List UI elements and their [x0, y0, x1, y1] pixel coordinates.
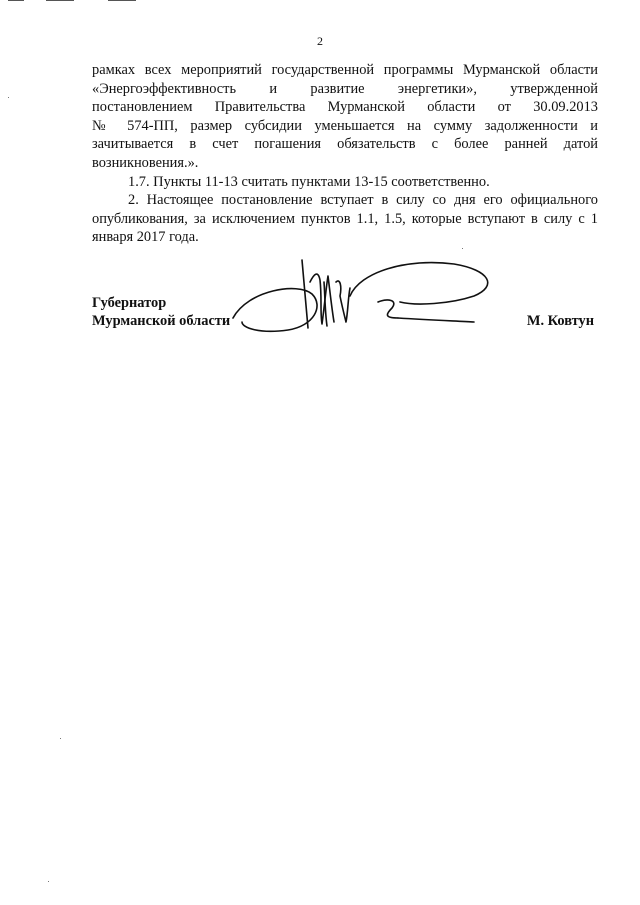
scan-speck [462, 248, 463, 249]
signatory-region: Мурманской области [92, 313, 231, 329]
scan-speck [48, 881, 49, 882]
handwritten-signature [228, 252, 498, 340]
text-line: зачитывается в счет погашения обязательств с более ранней датой [92, 136, 598, 153]
signatory-title: Губернатор [92, 295, 167, 311]
page-number: 2 [317, 34, 323, 48]
signatory-position [92, 294, 230, 330]
point-1-7-paragraph: 1.7. Пункты 11-13 считать пунктами 13-15 соответственно. [128, 173, 490, 190]
signatory-name: М. Ковтун [526, 313, 594, 329]
document-body [92, 61, 598, 247]
continuation-paragraph [92, 61, 598, 173]
scan-speck [8, 97, 9, 98]
text-line: постановлением Правительства Мурманской области от 30.09.2013 [92, 99, 598, 116]
scan-artifact [8, 0, 24, 1]
scan-speck [60, 738, 61, 739]
text-line: «Энергоэффективность и развитие энергетики», утвержденной [92, 80, 598, 97]
text-line: № 574-ПП, размер субсидии уменьшается на сумму задолженности и [92, 117, 598, 134]
scan-artifact [46, 0, 74, 1]
text-line: рамках всех мероприятий государственной программы Мурманской области [92, 62, 598, 78]
scan-artifact [108, 0, 136, 1]
text-line: возникновения.». [92, 154, 199, 171]
point-2-paragraph: 2. Настоящее постановление вступает в силу со дня его официального опубликования, за исключением пунктов 1.1, 1.5, которые вступают в силу с 1 января 2017 года. [92, 192, 598, 246]
